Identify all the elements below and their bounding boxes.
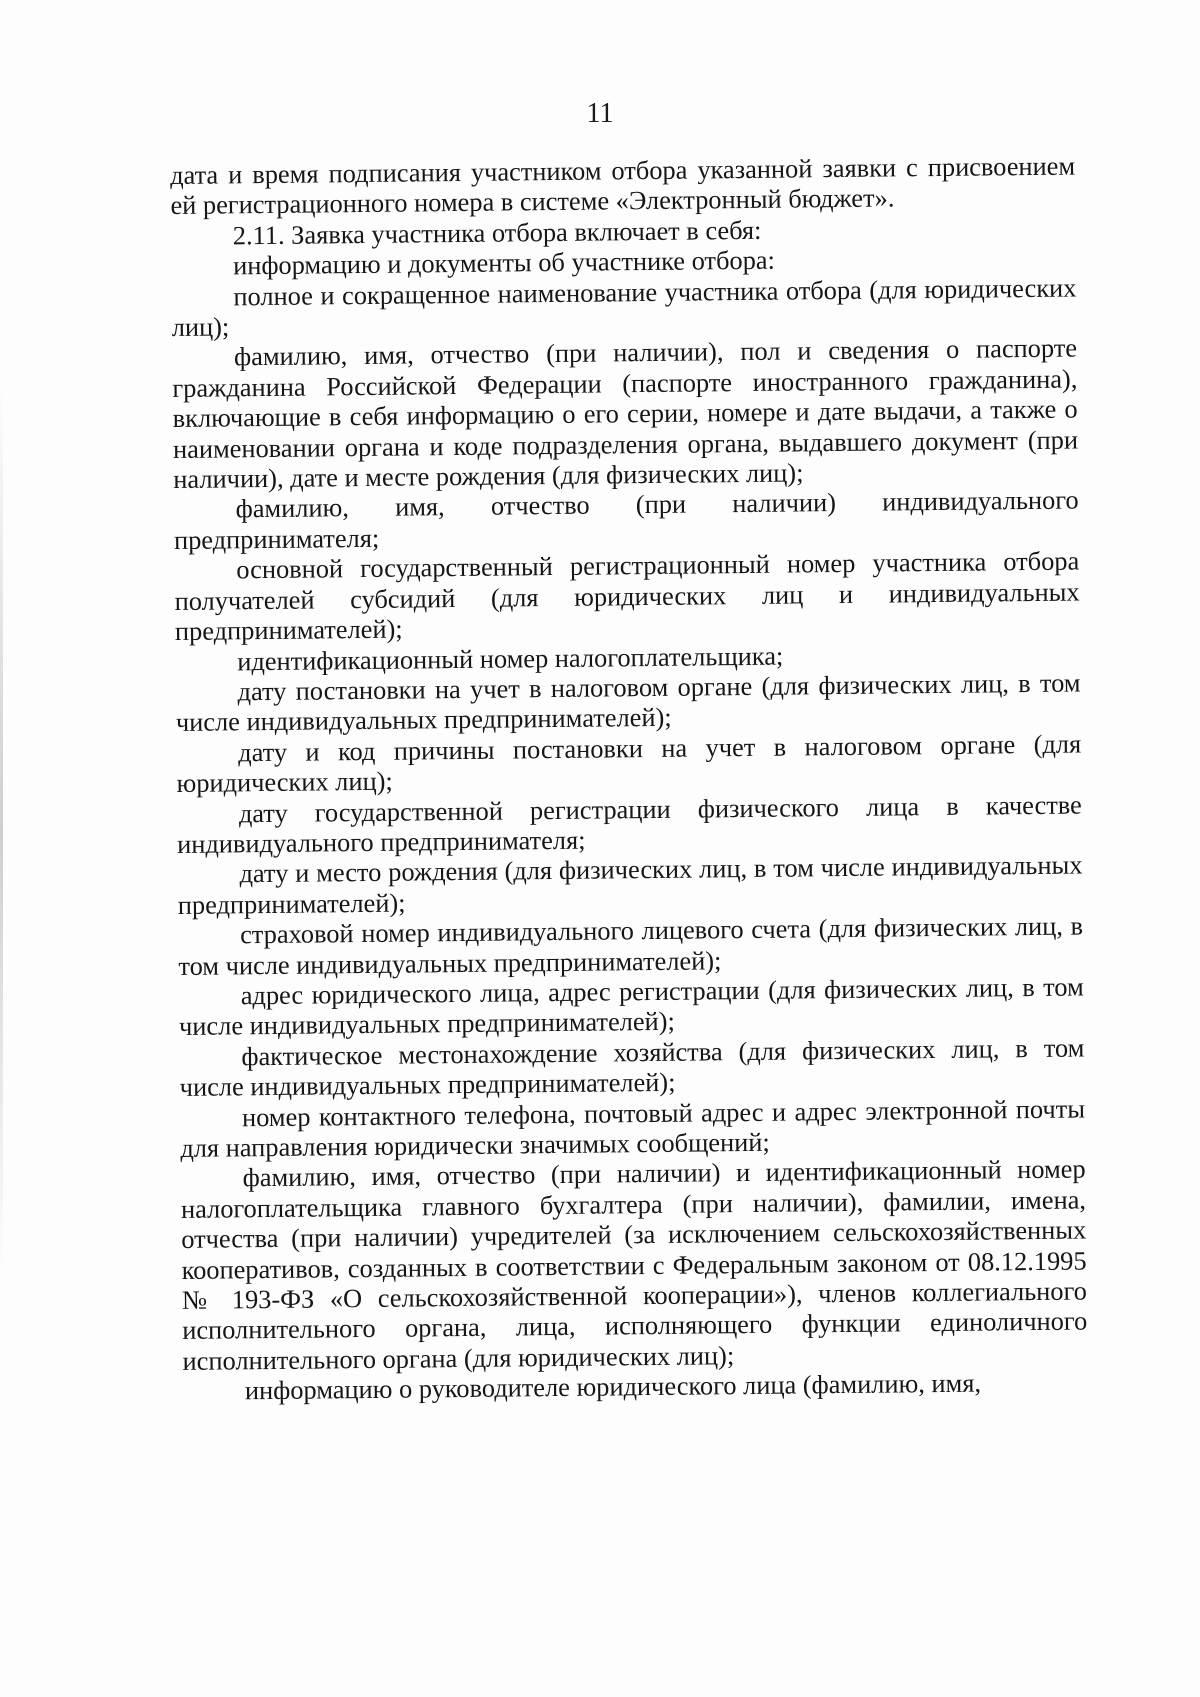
paragraph-state-registration: дату государственной регистрации физического лица в качестве индивидуального предпринимателя;	[177, 789, 1082, 859]
paragraph-passport: фамилию, имя, отчество (при наличии), пол и сведения о паспорте гражданина Российской Федерации (паспорте иностранного гражданина), включающие в себя информацию о его серии, номере и дате выдачи, а также о наименовании органа и коде подразделения органа, выдавшего документ (при наличии), дате и месте рождения (для физических лиц);	[172, 332, 1079, 495]
paragraph-kpp: дату и код причины постановки на учет в налоговом органе (для юридических лиц);	[176, 728, 1082, 799]
paragraph-address: адрес юридического лица, адрес регистрации (для физических лиц, в том числе индивидуальных предпринимателей);	[178, 971, 1084, 1042]
page-number: 11	[586, 98, 614, 129]
paragraph-birth-date-place: дату и место рождения (для физических лиц, в том числе индивидуальных предпринимателей);	[177, 849, 1083, 920]
paragraph-contacts: номер контактного телефона, почтовый адрес и адрес электронной почты для направления юридически значимых сообщений;	[180, 1093, 1086, 1163]
paragraph-farm-location: фактическое местонахождение хозяйства (для физических лиц, в том числе индивидуальных предпринимателей);	[179, 1032, 1085, 1103]
paragraph-accountant-founders: фамилию, имя, отчество (при наличии) и идентификационный номер налогоплательщика главного бухгалтера (при наличии), фамилии, имена, отчества (при наличии) учредителей (за исключением сельскохозяйственных кооперативов, созданных в соответствии с Федеральным законом от 08.12.1995 № 193-ФЗ «О сельскохозяйственной кооперации»), членов коллегиального исполнительного органа, лица, исполняющего функции единоличного исполнительного органа (для юридических лиц);	[180, 1153, 1088, 1376]
document-body	[170, 151, 1088, 1407]
scan-edge-shadow	[0, 380, 3, 1280]
paragraph-full-name: полное и сокращенное наименование участника отбора (для юридических лиц);	[171, 272, 1077, 343]
paragraph-ogrn: основной государственный регистрационный номер участника отбора получателей субсидий (для юридических лиц и индивидуальных предпринимателей);	[174, 545, 1080, 647]
paragraph-continuation: дата и время подписания участником отбора указанной заявки с присвоением ей регистрационного номера в системе «Электронный бюджет».	[170, 150, 1076, 221]
paragraph-snils: страховой номер индивидуального лицевого счета (для физических лиц, в том числе индивидуальных предпринимателей);	[178, 910, 1084, 981]
paragraph-section-2-11: 2.11. Заявка участника отбора включает в себя:	[232, 214, 762, 251]
paragraph-head-info: информацию о руководителе юридического лица (фамилию, имя,	[244, 1367, 982, 1406]
paragraph-participant-info: информацию и документы об участнике отбора:	[232, 244, 776, 281]
paragraph-inn: идентификационный номер налогоплательщика;	[237, 640, 784, 676]
paragraph-entrepreneur-name: фамилию, имя, отчество (при наличии) индивидуального предпринимателя;	[173, 484, 1079, 555]
paragraph-tax-registration-date: дату постановки на учет в налоговом органе (для физических лиц, в том числе индивидуальных предпринимателей);	[175, 667, 1081, 738]
